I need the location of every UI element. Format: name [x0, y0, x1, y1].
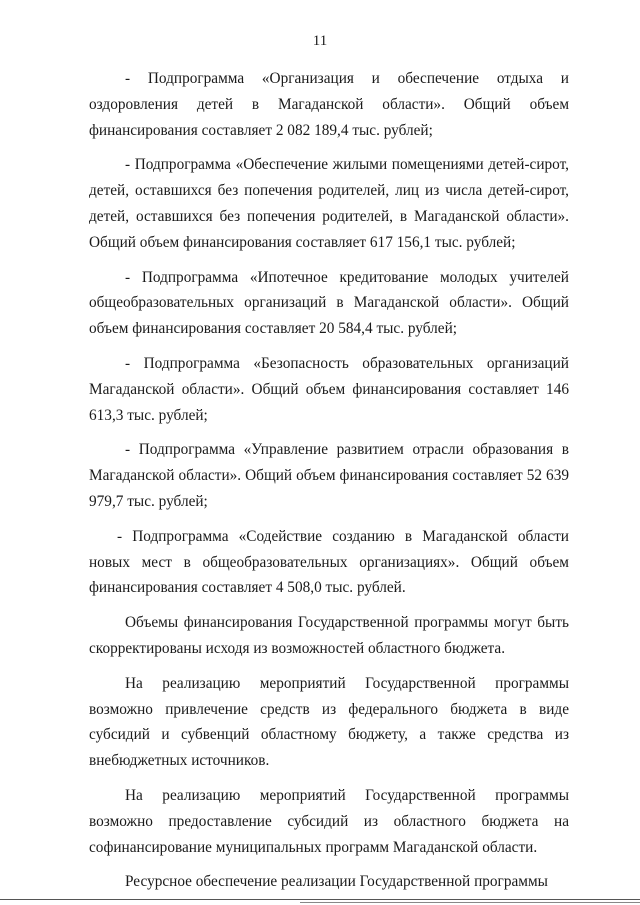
- paragraph-municipal-subsidies: На реализацию мероприятий Государственной программы возможно предоставление субсидий из областного бюджета на софинансирование муниципальных программ Магаданской области.: [89, 786, 569, 856]
- document-body: [89, 66, 569, 895]
- paragraph-subprogram-new-places: - Подпрограмма «Содействие созданию в Магаданской области новых мест в общеобразовательных организациях». Общий объем финансирования составляет 4 508,0 тыс. рублей.: [89, 527, 569, 597]
- paragraph-federal-funds: На реализацию мероприятий Государственной программы возможно привлечение средств из федерального бюджета в виде субсидий и субвенций областному бюджету, а также средства из внебюджетных источников.: [89, 674, 569, 770]
- bottom-scan-edge: [0, 899, 640, 900]
- paragraph-subprogram-housing: - Подпрограмма «Обеспечение жилыми помещениями детей-сирот, детей, оставшихся без попечения родителей, лиц из числа детей-сирот, детей, оставшихся без попечения родителей, в Магаданской области». Общий объем финансирования составляет 617 156,1 тыс. рублей;: [89, 156, 569, 251]
- paragraph-funding-adjustment: Объемы финансирования Государственной программы могут быть скорректированы исходя из возможностей областного бюджета.: [89, 614, 569, 657]
- paragraph-subprogram-recreation: - Подпрограмма «Организация и обеспечение отдыха и оздоровления детей в Магаданской области». Общий объем финансирования составляет 2 082 189,4 тыс. рублей;: [89, 70, 569, 139]
- bottom-scan-edge-secondary: [300, 902, 640, 903]
- paragraph-subprogram-safety: - Подпрограмма «Безопасность образовательных организаций Магаданской области». Общий объем финансирования составляет 146 613,3 тыс. рублей;: [89, 354, 569, 424]
- paragraph-subprogram-management: - Подпрограмма «Управление развитием отрасли образования в Магаданской области». Общий объем финансирования составляет 52 639 979,7 тыс. рублей;: [89, 441, 569, 510]
- paragraph-resource-provision: Ресурсное обеспечение реализации Государственной программы: [125, 873, 548, 891]
- paragraph-subprogram-mortgage: - Подпрограмма «Ипотечное кредитование молодых учителей общеобразовательных организаций в Магаданской области». Общий объем финансирования составляет 20 584,4 тыс. рублей;: [89, 268, 569, 338]
- page-number: 11: [312, 33, 328, 49]
